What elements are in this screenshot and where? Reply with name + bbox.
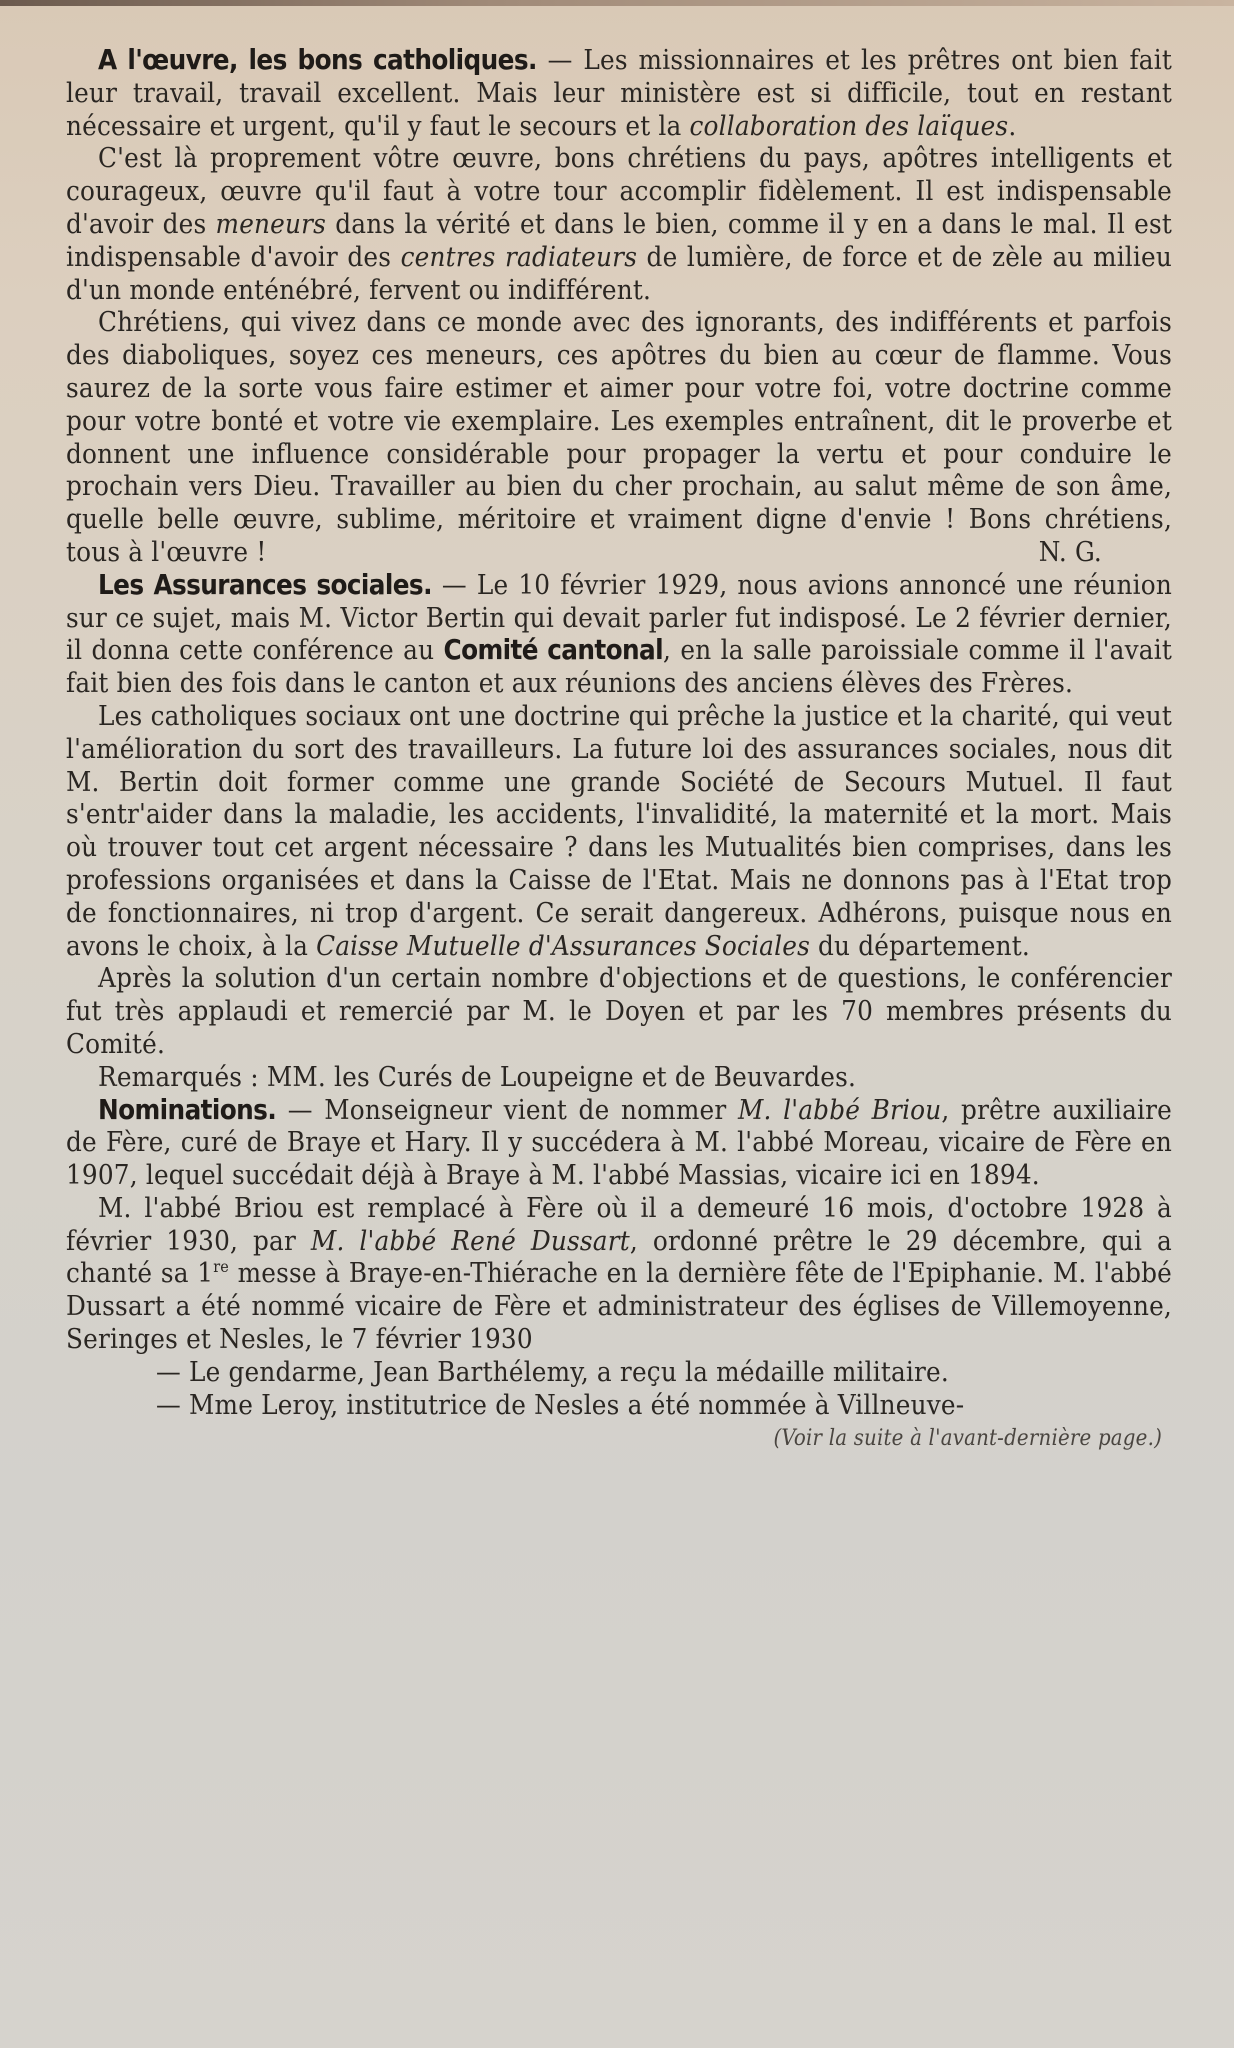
italic-phrase: M. l'abbé René Dussart — [310, 1224, 630, 1257]
paragraph-text: — Monseigneur vient de nommer — [276, 1093, 738, 1126]
section-heading: Nominations. — [98, 1093, 277, 1126]
paragraph-text: Après la solution d'un certain nombre d'objections et de questions, le conférencier fut très applaudi et remercié par M. le Doyen et par les 70 membres présents du Comité. — [66, 962, 1172, 1060]
paragraph — [66, 1094, 1172, 1192]
paragraph — [66, 142, 1172, 306]
section-oeuvre — [66, 44, 1172, 569]
paragraph — [66, 1192, 1172, 1356]
paragraph — [66, 962, 1172, 1060]
section-assurances — [66, 569, 1172, 1094]
paragraph-text: . — [1008, 109, 1017, 142]
paragraph — [66, 1061, 1172, 1094]
paragraph-text: de lumière, de force et de zèle au milieu d'un monde enténébré, fervent ou indifférent. — [66, 240, 1172, 306]
paragraph-text: Remarqués : MM. les Curés de Loupeigne et de Beuvardes. — [98, 1060, 857, 1093]
italic-phrase: centres radiateurs — [400, 240, 638, 273]
paragraph — [66, 306, 1172, 568]
paragraph — [66, 569, 1172, 700]
section-heading: A l'œuvre, les bons catholiques. — [98, 44, 537, 76]
paragraph — [66, 700, 1172, 962]
paragraph-text: messe à Braye-en-Thiérache en la dernière fête de l'Epiphanie. M. l'abbé Dussart a été nommé vicaire de Fère et administrateur des églises de Villemoyenne, Seringes et Nesles, le 7 février 1930 — [66, 1257, 1172, 1356]
paragraph-text: Chrétiens, qui vivez dans ce monde avec des ignorants, des indifférents et parfois des diaboliques, soyez ces meneurs, ces apôtres du bien au cœur de flamme. Vous saurez de la sorte vous faire estimer et aimer pour votre foi, votre doctrine comme pour votre bonté et votre vie exemplaire. Les exemples entraînent, dit le proverbe et donnent une influence considérable pour propager la vertu et pour conduire le prochain vers Dieu. Travailler au bien du cher prochain, au salut même de son âme, quelle belle œuvre, sublime, méritoire et vraiment digne d'envie ! Bons chrétiens, tous à l'œuvre ! — [66, 306, 1172, 568]
document-page — [66, 44, 1172, 1456]
italic-phrase: Caisse Mutuelle d'Assurances Sociales — [316, 929, 810, 962]
superscript: re — [213, 1257, 230, 1277]
bold-phrase: Comité cantonal — [443, 634, 663, 667]
section-heading: Les Assurances sociales. — [98, 568, 432, 601]
italic-phrase: collaboration des laïques — [689, 109, 1009, 142]
section-nominations — [66, 1094, 1172, 1422]
paragraph-text: , ordonné prêtre le 29 décembre, qui a chanté sa 1 — [66, 1224, 1172, 1290]
paragraph-text: dans la vérité et dans le bien, comme il y en a dans le mal. Il est indispensable d'avoir des — [66, 207, 1172, 273]
italic-phrase: meneurs — [215, 207, 327, 240]
page-top-edge — [0, 0, 1234, 6]
paragraph-text: — Mme Leroy, institutrice de Nesles a été nommée à Villneuve- — [156, 1388, 965, 1421]
paragraph — [66, 44, 1172, 142]
paragraph-text: — Les missionnaires et les prêtres ont bien fait leur travail, travail excellent. Mais leur ministère est si difficile, tout en restant nécessaire et urgent, qu'il y faut le secours et la — [66, 44, 1172, 142]
paragraph-text: M. l'abbé Briou est remplacé à Fère où il a demeuré 16 mois, d'octobre 1928 à février 1930, par — [66, 1191, 1172, 1257]
paragraph-text: — Le 10 février 1929, nous avions annoncé une réunion sur ce sujet, mais M. Victor Bertin qui devait parler fut indisposé. Le 2 février dernier, il donna cette conférence au — [66, 568, 1172, 667]
paragraph-text: C'est là proprement vôtre œuvre, bons chrétiens du pays, apôtres intelligents et courageux, œuvre qu'il faut à votre tour accomplir fidèlement. Il est indispensable d'avoir des — [66, 142, 1172, 240]
paragraph-text: , en la salle paroissiale comme il l'avait fait bien des fois dans le canton et aux réunions des anciens élèves des Frères. — [66, 634, 1172, 700]
news-item — [66, 1389, 1172, 1422]
italic-phrase: M. l'abbé Briou — [737, 1093, 942, 1126]
paragraph-text: du département. — [809, 929, 1030, 962]
author-signature: N. G. — [1038, 535, 1102, 568]
continuation-note: (Voir la suite à l'avant-dernière page.) — [773, 1426, 1162, 1452]
paragraph-text: , prêtre auxiliaire de Fère, curé de Braye et Hary. Il y succédera à M. l'abbé Moreau, vicaire de Fère en 1907, lequel succédait déjà à Braye à M. l'abbé Massias, vicaire ici en 1894. — [66, 1093, 1172, 1192]
paragraph-text: — Le gendarme, Jean Barthélemy, a reçu la médaille militaire. — [156, 1355, 949, 1388]
paragraph-text: Les catholiques sociaux ont une doctrine qui prêche la justice et la charité, qui veut l'amélioration du sort des travailleurs. La future loi des assurances sociales, nous dit M. Bertin doit former comme une grande Société de Secours Mutuel. Il faut s'entr'aider dans la maladie, les accidents, l'invalidité, la maternité et la mort. Mais où trouver tout cet argent nécessaire ? dans les Mutualités bien comprises, dans les professions organisées et dans la Caisse de l'Etat. Mais ne donnons pas à l'Etat trop de fonctionnaires, ni trop d'argent. Ce serait dangereux. Adhérons, puisque nous en avons le choix, à la — [66, 699, 1172, 962]
news-item — [66, 1356, 1172, 1389]
